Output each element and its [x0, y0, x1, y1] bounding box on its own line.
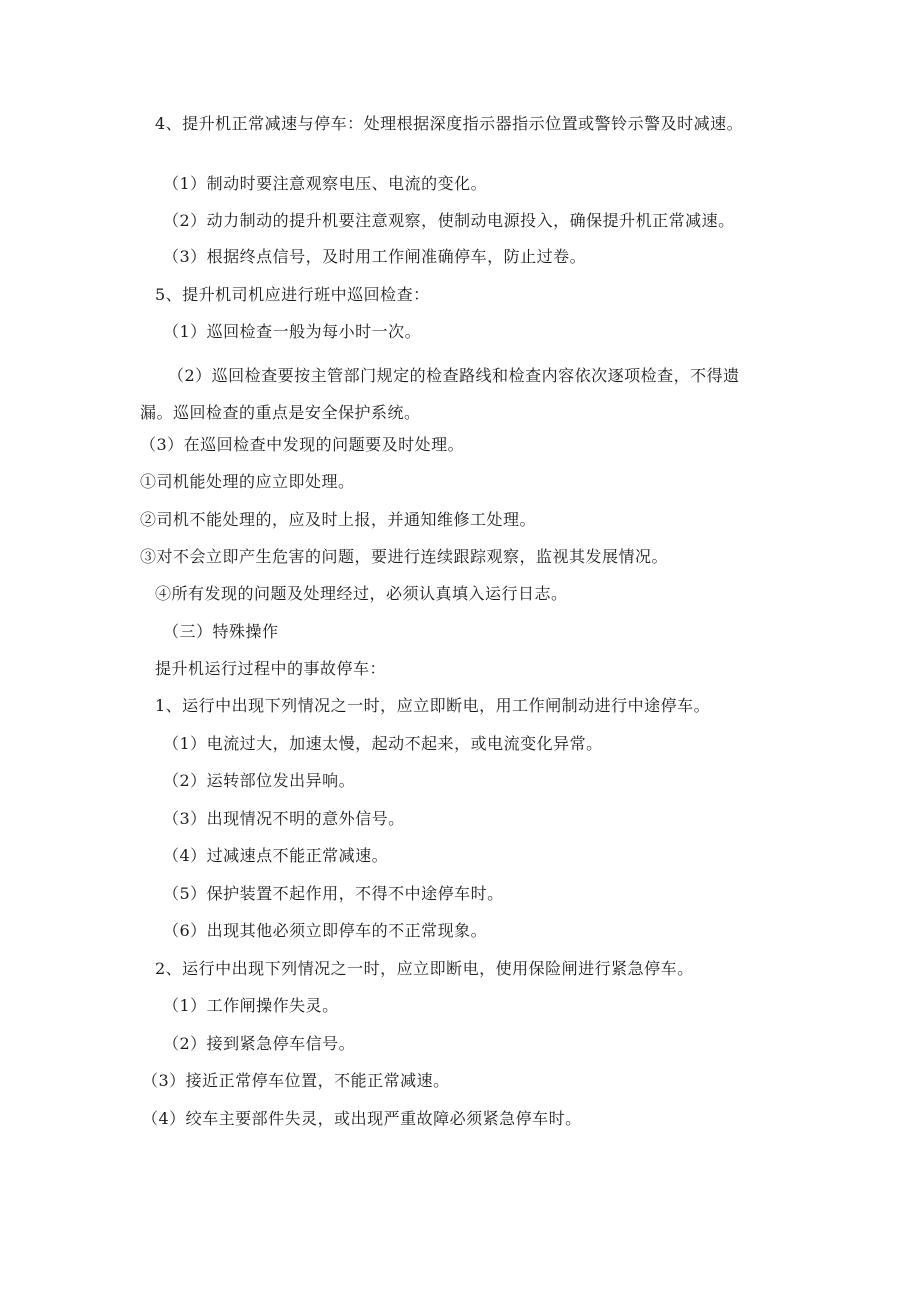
section-heading: （三）特殊操作 — [163, 622, 279, 641]
paragraph: （3）根据终点信号，及时用工作闸准确停车，防止过卷。 — [163, 247, 587, 266]
paragraph: 4、提升机正常减速与停车：处理根据深度指示器指示位置或警铃示警及时减速。 — [155, 114, 744, 133]
paragraph: （1）巡回检查一般为每小时一次。 — [163, 322, 422, 341]
paragraph: 1、运行中出现下列情况之一时，应立即断电，用工作闸制动进行中途停车。 — [155, 696, 711, 715]
paragraph: （1）电流过大，加速太慢，起动不起来，或电流变化异常。 — [163, 734, 603, 753]
paragraph: （4）过减速点不能正常减速。 — [163, 846, 389, 865]
paragraph: 2、运行中出现下列情况之一时，应立即断电，使用保险闸进行紧急停车。 — [155, 959, 694, 978]
paragraph: （6）出现其他必须立即停车的不正常现象。 — [163, 921, 488, 940]
paragraph: （3）出现情况不明的意外信号。 — [163, 809, 405, 828]
paragraph: 5、提升机司机应进行班中巡回检查： — [155, 285, 430, 304]
paragraph: （4）绞车主要部件失灵，或出现严重故障必须紧急停车时。 — [142, 1109, 582, 1128]
paragraph: ③对不会立即产生危害的问题，要进行连续跟踪观察，监视其发展情况。 — [140, 547, 669, 566]
paragraph: （2）接到紧急停车信号。 — [163, 1034, 356, 1053]
paragraph: ④所有发现的问题及处理经过，必须认真填入运行日志。 — [155, 584, 568, 603]
paragraph: （3）在巡回检查中发现的问题要及时处理。 — [140, 435, 465, 454]
paragraph: （2）动力制动的提升机要注意观察，使制动电源投入，确保提升机正常减速。 — [163, 211, 735, 230]
paragraph: ①司机能处理的应立即处理。 — [140, 472, 355, 491]
paragraph: （1）工作闸操作失灵。 — [163, 996, 339, 1015]
paragraph: （2）运转部位发出异响。 — [163, 771, 356, 790]
paragraph: ②司机不能处理的，应及时上报，并通知维修工处理。 — [140, 510, 537, 529]
paragraph: （1）制动时要注意观察电压、电流的变化。 — [163, 174, 488, 193]
paragraph: 提升机运行过程中的事故停车： — [155, 659, 387, 678]
paragraph: （2）巡回检查要按主管部门规定的检查路线和检查内容依次逐项检查，不得遗漏。巡回检查的重点是安全保护系统。 — [140, 366, 740, 422]
paragraph: （3）接近正常停车位置，不能正常减速。 — [142, 1071, 450, 1090]
paragraph: （5）保护装置不起作用，不得不中途停车时。 — [163, 884, 504, 903]
